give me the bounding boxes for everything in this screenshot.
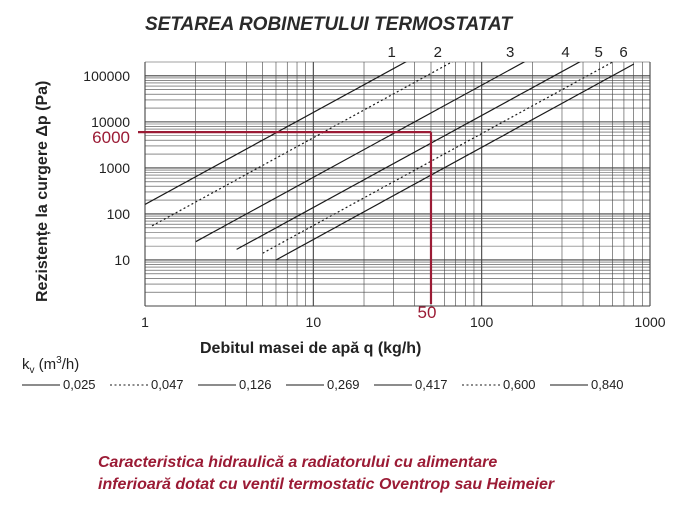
series-line-6	[276, 64, 634, 260]
x-tick-label: 1	[141, 314, 149, 330]
curve-label-4: 4	[561, 44, 570, 61]
kv-legend-value: 0,126	[239, 377, 272, 392]
chart-title: SETAREA ROBINETULUI TERMOSTATAT	[145, 14, 512, 35]
y-axis-label: Rezistențe la curgere Δp (Pa)	[34, 80, 51, 302]
caption-line-1: Caracteristica hidraulică a radiatorului cu alimentare	[98, 454, 498, 471]
kv-legend-value: 0,417	[415, 377, 448, 392]
y-tick-label: 1000	[98, 159, 130, 176]
kv-legend-value: 0,600	[503, 377, 536, 392]
x-tick-label: 1000	[634, 314, 666, 330]
x-tick-labels	[141, 314, 666, 330]
kv-legend-value: 0,840	[591, 377, 624, 392]
y-tick-labels	[83, 68, 130, 268]
curve-label-3: 3	[506, 44, 515, 61]
curve-label-6: 6	[619, 44, 628, 61]
series-line-5	[263, 62, 613, 253]
series-line-1	[108, 48, 431, 225]
grid	[145, 62, 650, 306]
curve-labels	[387, 44, 627, 61]
kv-legend-value: 0,025	[63, 377, 96, 392]
curve-label-1: 1	[387, 44, 396, 61]
x-tick-label: 10	[305, 314, 322, 330]
y-tick-label: 100000	[83, 67, 130, 84]
kv-legend-title: $k_v$ $(m^3/h)$	[22, 355, 80, 376]
caption-line-2: inferioară dotat cu ventil termostatic Oventrop sau Heimeier	[98, 476, 555, 493]
figure-caption	[98, 452, 658, 496]
curve-label-2: 2	[433, 44, 442, 61]
x-tick-label: 100	[469, 314, 494, 330]
annotation-y-label: 6000	[92, 128, 130, 148]
y-tick-label: 100	[106, 205, 130, 222]
y-tick-label: 10000	[91, 113, 130, 130]
x-axis-label: Debitul masei de apă q (kg/h)	[200, 340, 422, 357]
kv-legend	[22, 355, 624, 392]
kv-legend-value: 0,047	[151, 377, 184, 392]
kv-legend-entries	[22, 377, 624, 392]
curve-label-5: 5	[594, 44, 603, 61]
annotation-x-label: 50	[417, 303, 437, 322]
annotation-layer	[92, 128, 436, 322]
kv-legend-value: 0,269	[327, 377, 360, 392]
y-tick-label: 10	[114, 251, 130, 268]
